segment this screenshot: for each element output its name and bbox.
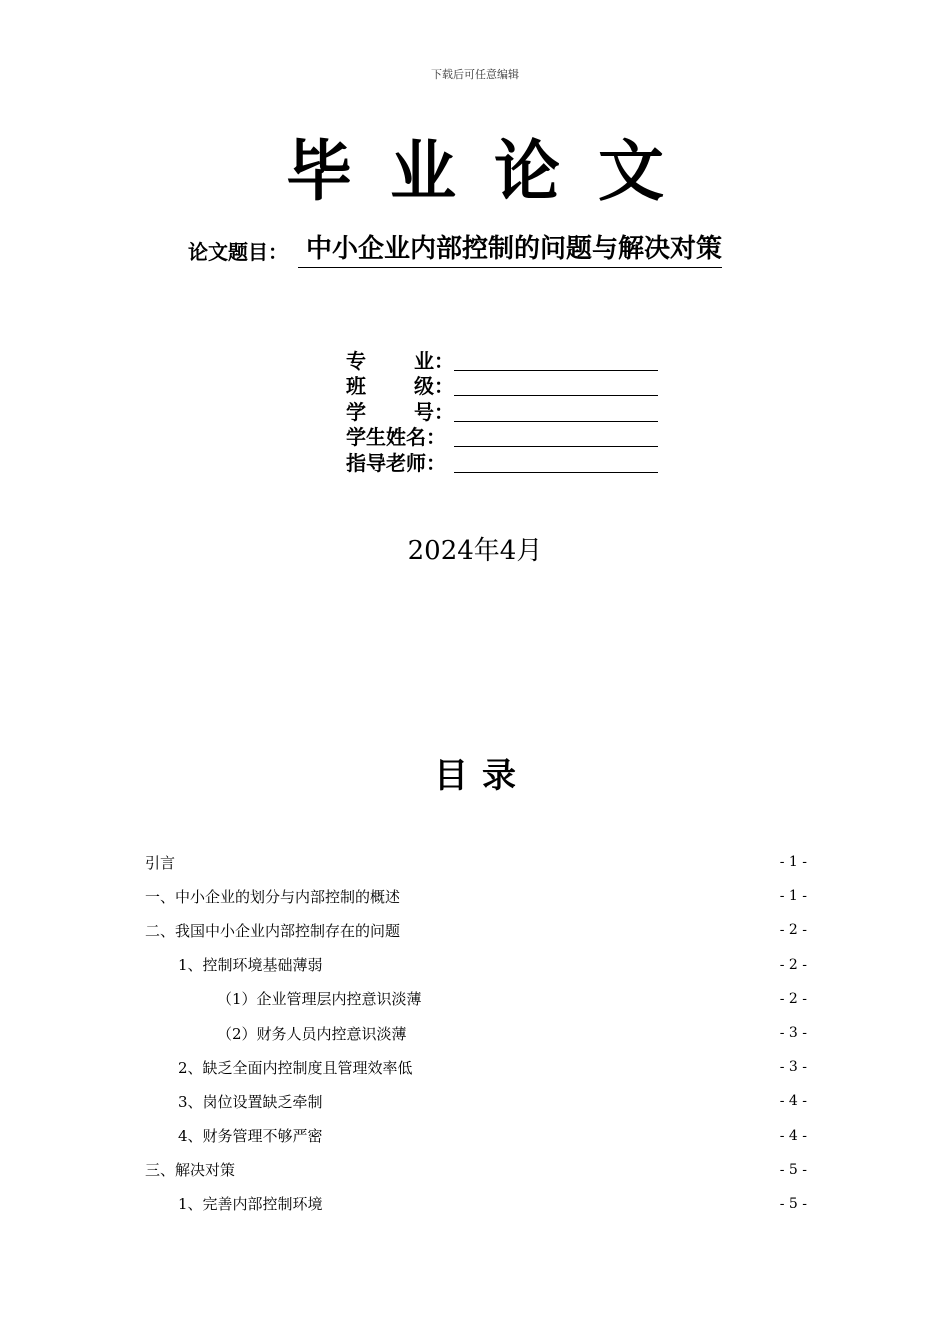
table-of-contents (145, 845, 807, 1221)
thesis-topic (188, 232, 722, 268)
toc-entry-text: （1）企业管理层内控意识淡薄 (217, 990, 422, 1009)
toc-title: 目录 (434, 756, 530, 796)
info-label: 班 级： (346, 374, 454, 398)
toc-entry-text: （2）财务人员内控意识淡薄 (217, 1024, 407, 1043)
toc-entry[interactable] (145, 948, 807, 982)
toc-entry[interactable] (145, 1119, 807, 1153)
toc-entry-text: 2、缺乏全面内控制度且管理效率低 (178, 1058, 413, 1077)
toc-entry-page: - 4 - (779, 1127, 807, 1144)
toc-entry[interactable] (145, 1153, 807, 1187)
toc-entry-text: 1、完善内部控制环境 (178, 1195, 323, 1214)
toc-entry[interactable] (145, 1016, 807, 1050)
info-blank-line[interactable] (454, 352, 658, 371)
info-blank-line[interactable] (454, 377, 658, 396)
toc-entry-text: 3、岗位设置缺乏牵制 (178, 1092, 323, 1111)
toc-entry-page: - 1 - (779, 854, 807, 871)
toc-entry-text: 引言 (145, 853, 176, 872)
header-note: 下载后可任意编辑 (431, 68, 519, 81)
info-label: 专 业： (346, 348, 454, 373)
info-label: 学生姓名： (346, 425, 446, 449)
info-blank-line[interactable] (454, 428, 658, 447)
toc-entry-page: - 2 - (779, 922, 807, 939)
toc-entry-text: 三、解决对策 (145, 1161, 236, 1180)
toc-entry-text: 4、财务管理不够严密 (178, 1127, 323, 1146)
toc-entry-text: 一、中小企业的划分与内部控制的概述 (145, 887, 401, 906)
topic-value: 中小企业内部控制的问题与解决对策 (298, 228, 722, 268)
toc-entry-page: - 1 - (779, 888, 807, 905)
date: 2024年4月 (407, 536, 543, 566)
info-label: 指导老师： (346, 450, 446, 475)
toc-entry-page: - 4 - (779, 1093, 807, 1110)
toc-entry-text: 1、控制环境基础薄弱 (178, 956, 323, 975)
toc-entry-page: - 3 - (779, 1059, 807, 1076)
info-label: 学 号： (346, 399, 454, 424)
toc-entry-page: - 2 - (779, 990, 807, 1007)
student-info (346, 348, 658, 476)
toc-entry[interactable] (145, 845, 807, 879)
toc-entry-page: - 2 - (779, 956, 807, 973)
info-blank-line[interactable] (454, 403, 658, 422)
toc-entry-page: - 5 - (779, 1161, 807, 1178)
main-title: 毕业论文 (286, 132, 702, 210)
topic-label: 论文题目： (188, 240, 288, 264)
toc-entry[interactable] (145, 1084, 807, 1118)
info-row-advisor (346, 450, 658, 476)
toc-entry[interactable] (145, 982, 807, 1016)
toc-entry[interactable] (145, 913, 807, 947)
toc-entry-page: - 5 - (779, 1195, 807, 1212)
toc-entry-text: 二、我国中小企业内部控制存在的问题 (145, 921, 401, 940)
toc-entry[interactable] (145, 1050, 807, 1084)
toc-entry[interactable] (145, 1187, 807, 1221)
toc-entry-page: - 3 - (779, 1025, 807, 1042)
toc-entry[interactable] (145, 879, 807, 913)
info-blank-line[interactable] (454, 454, 658, 473)
